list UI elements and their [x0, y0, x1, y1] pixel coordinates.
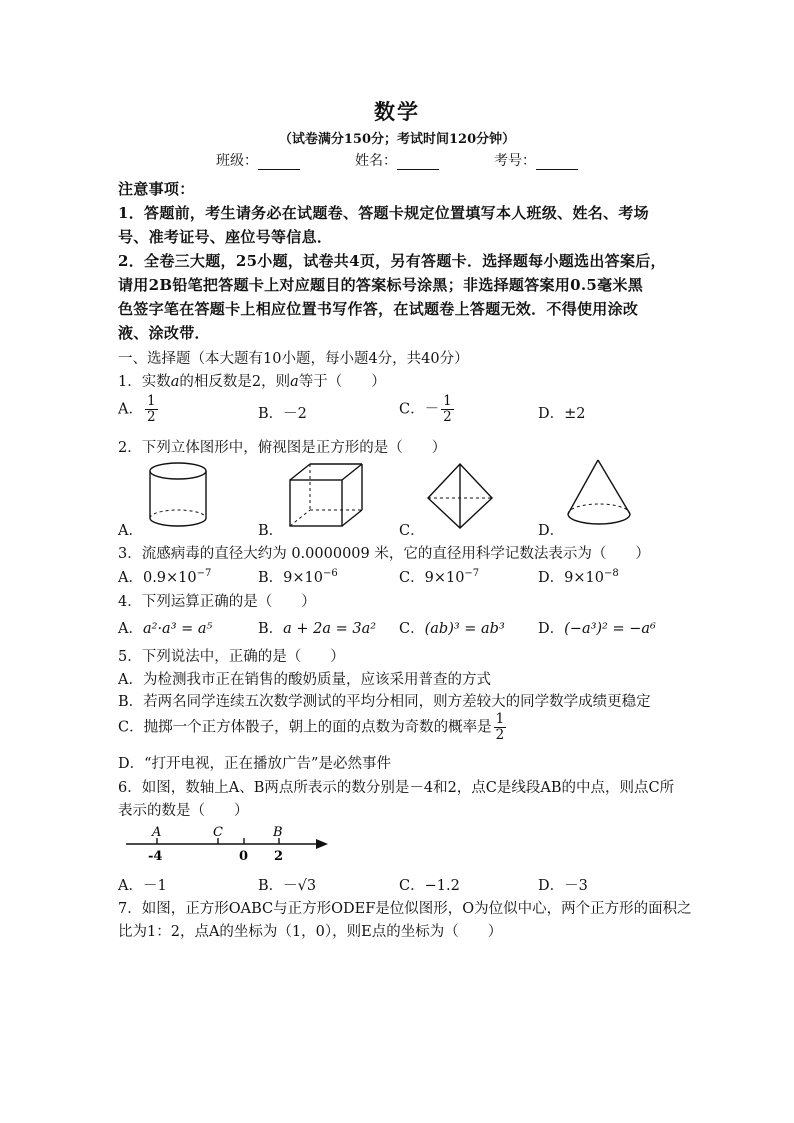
axis-tick-zero: 0	[239, 849, 249, 864]
axis-label-c: C	[213, 825, 223, 840]
class-blank	[258, 155, 300, 170]
notice-line: 液、涂改带．	[118, 324, 210, 342]
q5-option-c[interactable]: C．抛掷一个正方体骰子，朝上的面的点数为奇数的概率是 $\frac{1}{2}$	[118, 711, 505, 743]
notice-line: 2．全卷三大题，25小题，试卷共4页，另有答题卡．选择题每小题选出答案后，	[118, 252, 666, 270]
axis-tick-two: 2	[274, 849, 284, 864]
q6-option-b[interactable]: B．－√3	[258, 878, 317, 894]
q1-option-a[interactable]: A． $\frac{1}{2}$	[118, 393, 156, 425]
q4-option-b[interactable]: B．a + 2a = 3a²	[258, 621, 377, 637]
exam-number-blank	[536, 155, 578, 170]
exam-number-label: 考号：	[494, 153, 536, 169]
notice-line: 请用2B铅笔把答题卡上对应题目的答案标号涂黑；非选择题答案用0.5毫米黑	[118, 276, 644, 294]
exam-number-field[interactable]	[494, 150, 578, 170]
axis-label-a: A	[152, 825, 162, 840]
name-blank	[397, 155, 439, 170]
q3-option-c[interactable]: C．$9\times 10^{-7}$	[399, 568, 480, 586]
notice-line: 号、准考证号、座位号等信息．	[118, 228, 333, 246]
q5-option-a[interactable]: A．为检测我市正在销售的酸奶质量，应该采用普查的方式	[118, 672, 491, 688]
q1-option-d[interactable]: D．±2	[538, 406, 586, 422]
q4-option-a[interactable]: A．a²·a³ = a⁵	[118, 621, 213, 637]
question-4-stem: 4．下列运算正确的是（ ）	[118, 594, 316, 610]
question-7-stem-line2: 比为1：2，点A的坐标为（1，0），则E点的坐标为（ ）	[118, 924, 503, 940]
section-heading: 一、选择题（本大题有10小题，每小题4分，共40分）	[118, 351, 469, 367]
q3-option-a[interactable]: A．$0.9\times 10^{-7}$	[118, 568, 212, 586]
q3-option-b[interactable]: B．$9\times 10^{-6}$	[258, 568, 338, 586]
q4-option-c[interactable]: C．(ab)³ = ab³	[399, 621, 505, 637]
q6-option-d[interactable]: D．－3	[538, 878, 588, 894]
q2-option-d[interactable]: D．	[538, 523, 565, 539]
cylinder-figure	[140, 460, 220, 530]
q2-option-a[interactable]: A．	[118, 523, 143, 539]
q5-option-b[interactable]: B．若两名同学连续五次数学测试的平均分相同，则方差较大的同学数学成绩更稳定	[118, 694, 651, 710]
notice-heading: 注意事项：	[118, 180, 195, 198]
q2-option-c[interactable]: C．	[399, 523, 425, 539]
cone-figure	[560, 456, 640, 532]
number-line-figure	[120, 820, 340, 866]
name-field[interactable]	[355, 150, 439, 170]
question-6-stem-line1: 6．如图，数轴上A、B两点所表示的数分别是－4和2，点C是线段AB的中点，则点C所	[118, 780, 675, 796]
q6-option-c[interactable]: C．−1.2	[399, 878, 460, 894]
fraction: $\frac{1}{2}$	[495, 711, 505, 743]
q5-option-d[interactable]: D．“打开电视，正在播放广告”是必然事件	[118, 756, 391, 772]
student-info-row	[0, 150, 794, 172]
question-1-stem: 1．实数a的相反数是2，则a等于（ ）	[118, 374, 386, 390]
q3-option-d[interactable]: D．$9\times 10^{-8}$	[538, 568, 619, 586]
q4-option-d[interactable]: D．(−a³)² = −a⁶	[538, 621, 656, 637]
name-label: 姓名：	[355, 153, 397, 169]
notice-line: 色签字笔在答题卡上相应位置书写作答，在试题卷上答题无效．不得使用涂改	[118, 300, 639, 318]
exam-subtitle: （试卷满分150分；考试时间120分钟）	[278, 132, 516, 147]
question-6-stem-line2: 表示的数是（ ）	[118, 803, 249, 819]
q1-option-b[interactable]: B．－2	[258, 406, 307, 422]
cube-figure	[282, 460, 372, 532]
notice-line: 1．答题前，考生请务必在试题卷、答题卡规定位置填写本人班级、姓名、考场	[118, 204, 649, 222]
class-field[interactable]	[216, 150, 300, 170]
page-title: 数学	[374, 99, 420, 124]
q6-option-a[interactable]: A．－1	[118, 878, 167, 894]
axis-tick-minus4: -4	[148, 849, 163, 864]
axis-label-b: B	[273, 825, 283, 840]
question-2-stem: 2．下列立体图形中，俯视图是正方形的是（ ）	[118, 440, 447, 456]
question-5-stem: 5．下列说法中，正确的是（ ）	[118, 649, 345, 665]
pyramid-figure	[420, 460, 500, 532]
q1-option-c[interactable]: C．－ $\frac{1}{2}$	[399, 393, 452, 425]
question-3-stem: 3．流感病毒的直径大约为 0.0000009 米，它的直径用科学记数法表示为（ ）	[118, 546, 650, 562]
q2-option-b[interactable]: B．	[258, 523, 284, 539]
fraction: $\frac{1}{2}$	[146, 393, 156, 425]
fraction: $\frac{1}{2}$	[443, 393, 452, 425]
class-label: 班级：	[216, 153, 258, 169]
question-7-stem-line1: 7．如图，正方形OABC与正方形ODEF是位似图形，O为位似中心，两个正方形的面积之	[118, 901, 692, 917]
